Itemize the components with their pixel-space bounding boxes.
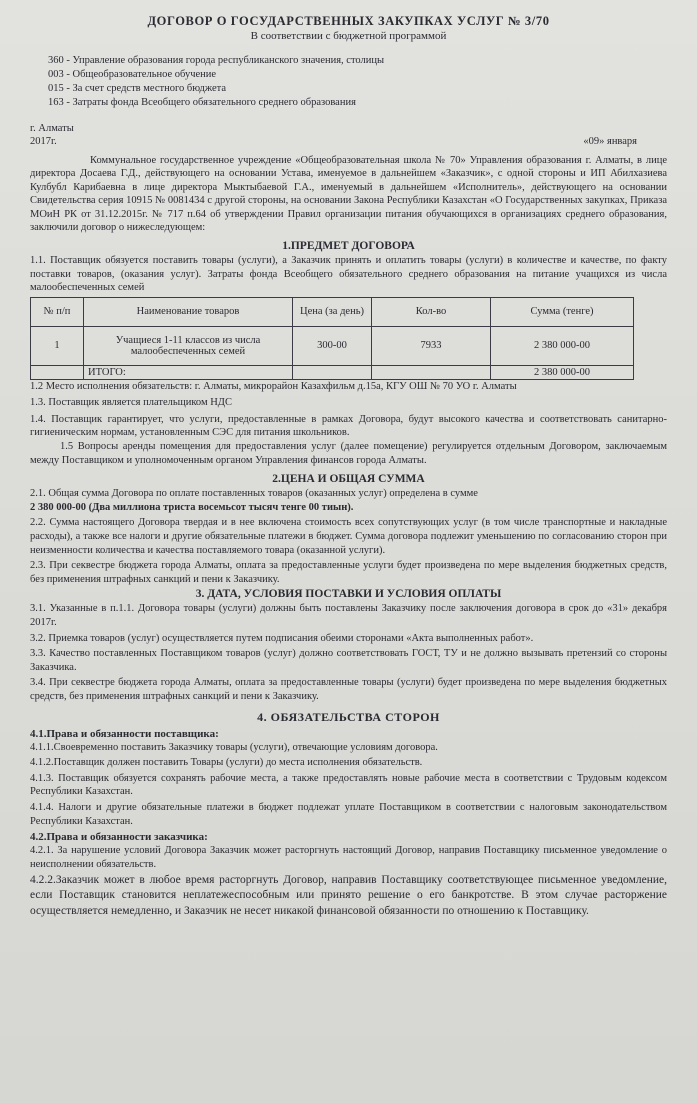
clause-4-1-4: 4.1.4. Налоги и другие обязательные платежи в бюджет подлежат уплате Поставщиком в соответствии с налоговым законодательством Республики Казахстан. <box>30 801 667 827</box>
clause-1-5: 1.5 Вопросы аренды помещения для предоставления услуг (далее помещение) регулируется отдельным Договором, заключаемым между Поставщиком и уполномоченным органом Управления финансов города Алматы. <box>30 441 667 466</box>
clause-1-1: 1.1. Поставщик обязуется поставить товары (услуги), а Заказчик принять и оплатить товары (услуги) в количестве и качестве, по факту поставки товаров, (оказания услуг). Затраты фонда Всеобщего обязательного среднего образования на питание учащихся из числа малообеспеченных семей <box>30 255 667 294</box>
table-header: Наименование товаров <box>84 297 293 326</box>
section-4-heading: 4. ОБЯЗАТЕЛЬСТВА СТОРОН <box>257 709 440 724</box>
goods-table <box>30 297 634 380</box>
table-cell: 1 <box>31 326 84 365</box>
place-and-date <box>30 122 667 148</box>
clause-4-1-3: 4.1.3. Поставщик обязуется сохранять рабочие места, а также предоставлять новые рабочие места в соответствии с Трудовым кодексом Республики Казахстан. <box>30 772 667 798</box>
clause-1-2: 1.2 Место исполнения обязательств: г. Алматы, микрорайон Казахфильм д.15а, КГУ ОШ № 70 УО г. Алматы <box>30 380 517 392</box>
clause-4-1-2: 4.1.2.Поставщик должен поставить Товары (услуги) до места исполнения обязательств. <box>30 757 423 769</box>
subsection-4-1: 4.1.Права и обязанности поставщика: <box>30 727 219 740</box>
clause-3-1: 3.1. Указанные в п.1.1. Договора товары (услуги) должны быть поставлены Заказчику после заключения договора в срок до «31» декабря 2017г. <box>30 603 667 628</box>
document-title: ДОГОВОР О ГОСУДАРСТВЕННЫХ ЗАКУПКАХ УСЛУГ № 3/70 <box>147 14 550 28</box>
section-2-heading: 2.ЦЕНА И ОБЩАЯ СУММА <box>272 473 425 486</box>
total-value: 2 380 000-00 <box>491 365 634 379</box>
section-1-heading: 1.ПРЕДМЕТ ДОГОВОРА <box>282 240 415 253</box>
clause-4-2-1: 4.2.1. За нарушение условий Договора Заказчик может расторгнуть настоящий Договор, направив Поставщику письменное уведомление о неисполнении обязательств. <box>30 845 667 870</box>
table-header: Сумма (тенге) <box>491 297 634 326</box>
table-row <box>31 326 634 365</box>
table-cell: 300-00 <box>293 326 372 365</box>
budget-code-line: 003 - Общеобразовательное обучение <box>48 69 217 80</box>
clause-4-1-1: 4.1.1.Своевременно поставить Заказчику товары (услуги), отвечающие условиям договора. <box>30 741 438 753</box>
year: 2017г. <box>30 136 57 147</box>
clause-2-3: 2.3. При секвестре бюджета города Алматы, оплата за предоставленные услуги будет произведена по мере выделения бюджетных средств, без применения штрафных санкций и пени к Заказчику. <box>30 560 667 585</box>
table-cell-empty <box>31 365 84 379</box>
table-total-row <box>31 365 634 379</box>
table-header: Кол-во <box>372 297 491 326</box>
clause-2-1-amount: 2 380 000-00 (Два миллиона триста восемьсот тысяч тенге 00 тиын). <box>30 501 354 513</box>
table-cell: 2 380 000-00 <box>491 326 634 365</box>
document-subtitle: В соответствии с бюджетной программой <box>250 30 447 42</box>
table-cell: 7933 <box>372 326 491 365</box>
clause-2-1: 2.1. Общая сумма Договора по оплате поставленных товаров (оказанных услуг) определена в сумме <box>30 488 478 500</box>
clause-1-3: 1.3. Поставщик является плательщиком НДС <box>30 397 232 409</box>
table-cell-empty <box>293 365 372 379</box>
clause-2-2: 2.2. Сумма настоящего Договора твердая и в нее включена стоимость всех сопутствующих услуг (в том числе транспортные и накладные расходы), а также все налоги и другие обязательные платежи в бюджет. Сумма договора подлежит уменьшению по согласованию сторон при неизменности количества и качества поставляемого товара (оказанной услуги). <box>30 517 667 556</box>
clause-3-2: 3.2. Приемка товаров (услуг) осуществляется путем подписания обеими сторонами «Акта выполненных работ». <box>30 632 534 644</box>
table-header-row <box>31 297 634 326</box>
preamble: Коммунальное государственное учреждение «Общеобразовательная школа № 70» Управления образования г. Алматы, в лице директора Досаева Г.Д., действующего на основании Устава, именуемое в дальнейшем «Заказчик», с одной стороны и ИП Абилхазиева Кулбубл Карибаевна в лице директора Мыктыбаевой Г.А., именуемый в дальнейшем «Исполнитель», действующего на основании Свидетельства серия 10915 № 0081434 с другой стороны, на основании Закона Республики Казахстан «О Государственных закупках, Приказа МОиН РК от 31.12.2015г. № 717 п.64 об утверждении Правил организации питания обучающихся в организациях среднего образования, заключили договор о нижеследующем: <box>30 155 667 234</box>
clause-1-4: 1.4. Поставщик гарантирует, что услуги, предоставленные в рамках Договора, будут высокого качества и соответствовать санитарно-гигиеническим нормам, установленным СЭС для питания школьников. <box>30 413 667 439</box>
subsection-4-2: 4.2.Права и обязанности заказчика: <box>30 831 208 844</box>
clause-4-2-2: 4.2.2.Заказчик может в любое время расторгнуть Договор, направив Поставщику соответствующее письменное уведомление, если Поставщик становится неплатежеспособным или принято решение о его банкротстве. В этом случае расторжение осуществляется немедленно, и Заказчик не несет никакой финансовой обязанности по отношению к Поставщику. <box>30 874 667 917</box>
contract-date: «09» января <box>583 136 637 147</box>
table-cell-empty <box>372 365 491 379</box>
table-header: Цена (за день) <box>293 297 372 326</box>
budget-code-line: 163 - Затраты фонда Всеобщего обязательного среднего образования <box>48 97 356 108</box>
budget-code-line: 360 - Управление образования города республиканского значения, столицы <box>48 55 385 66</box>
clause-3-4: 3.4. При секвестре бюджета города Алматы, оплата за предоставленные товары (услуги) будет произведена по мере выделения бюджетных средств, без применения штрафных санкций и пени к Заказчику. <box>30 677 667 702</box>
table-header: № п/п <box>31 297 84 326</box>
clause-3-3: 3.3. Качество поставленных Поставщиком товаров (услуг) должно соответствовать ГОСТ, ТУ и не должно вызывать претензий со стороны Заказчика. <box>30 648 667 673</box>
table-cell: Учащиеся 1-11 классов из числа малообеспеченных семей <box>84 326 293 365</box>
budget-code-line: 015 - За счет средств местного бюджета <box>48 83 227 94</box>
total-label: ИТОГО: <box>84 365 293 379</box>
section-3-heading: 3. ДАТА, УСЛОВИЯ ПОСТАВКИ И УСЛОВИЯ ОПЛАТЫ <box>195 588 502 601</box>
city: г. Алматы <box>30 123 74 134</box>
budget-codes <box>48 54 667 110</box>
